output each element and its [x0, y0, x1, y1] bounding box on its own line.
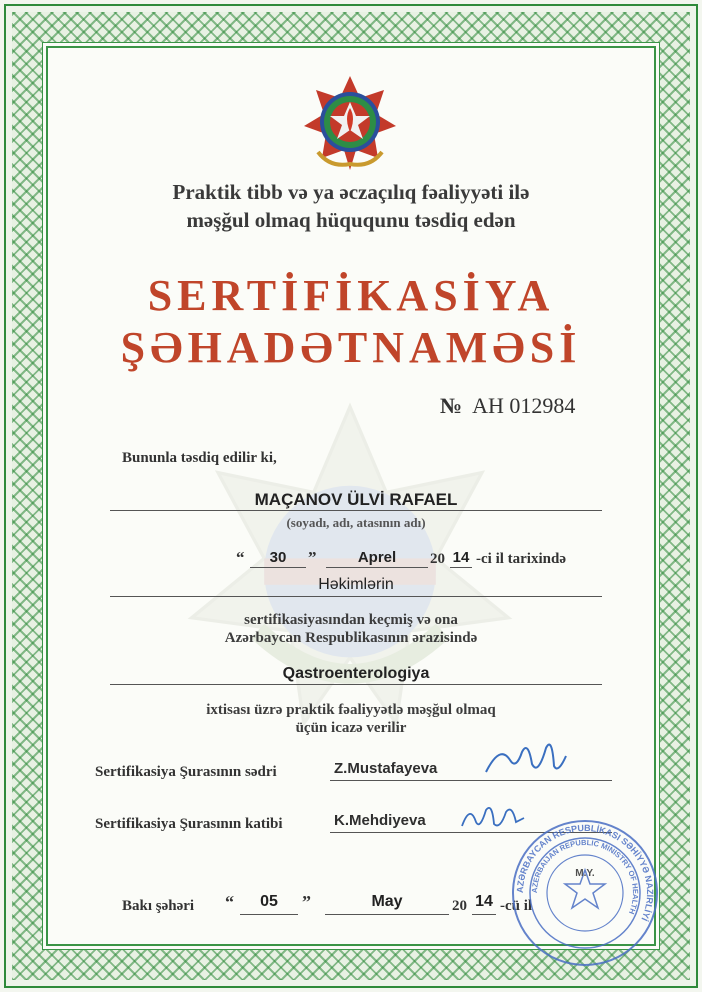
name-caption: (soyadı, adı, atasının adı) — [286, 515, 426, 530]
chair-name: Z.Mustafayeva — [334, 760, 438, 777]
certificate-title-line1: SERTİFİKASİYA — [147, 271, 555, 320]
city-label: Bakı şəhəri — [122, 898, 195, 914]
month-underline — [326, 567, 428, 568]
body-text-line2: Azərbaycan Respublikasının ərazisində — [224, 630, 478, 646]
certificate-number-value: AH 012984 — [472, 393, 576, 418]
stamp-center-text: M.Y. — [575, 868, 595, 879]
chair-signature-icon — [480, 738, 570, 782]
footer-open-quote: “ — [225, 892, 234, 912]
footer-year-underline — [472, 914, 496, 915]
body-text-line1: sertifikasiyasından keçmiş və ona — [244, 612, 458, 628]
footer-close-quote: ” — [302, 892, 311, 912]
org-underline — [110, 596, 602, 597]
footer-year-tail: -cü il — [500, 898, 533, 914]
open-quote: “ — [236, 548, 245, 567]
ministry-stamp-icon — [510, 818, 660, 968]
close-quote: ” — [308, 548, 317, 567]
date-day: 30 — [269, 549, 287, 566]
day-underline — [250, 567, 306, 568]
certificate-subtitle-line2: məşğul olmaq hüququnu təsdiq edən — [186, 208, 516, 232]
stamp-outer-text: AZƏRBAYCAN RESPUBLİKASI SƏHİYYƏ NAZİRLİYİ — [514, 822, 656, 923]
number-sign: № — [440, 393, 463, 418]
date-year-prefix: 20 — [430, 551, 445, 567]
date-month: Aprel — [357, 549, 397, 566]
date-year-suffix: 14 — [452, 549, 470, 566]
certificate-subtitle-line1: Praktik tibb və ya əczaçılıq fəaliyyəti ilə — [172, 180, 530, 204]
secretary-name: K.Mehdiyeva — [334, 812, 426, 829]
organization-name: Həkimlərin — [318, 576, 394, 593]
chair-label: Sertifikasiya Şurasının sədri — [95, 764, 277, 780]
footer-year-prefix: 20 — [452, 898, 467, 914]
specialty-underline — [110, 684, 602, 685]
holder-name: MAÇANOV ÜLVİ RAFAEL — [254, 490, 458, 509]
certificate-title-line2: ŞƏHADƏTNAMƏSİ — [120, 323, 582, 372]
azerbaijan-emblem-icon — [300, 72, 400, 172]
specialty-name: Qastroenterologiya — [282, 665, 430, 682]
body-text-line3: ixtisası üzrə praktik fəaliyyətlə məşğul olmaq — [206, 702, 496, 718]
footer-day-underline — [240, 914, 298, 915]
year-underline — [450, 567, 472, 568]
date-tail: -ci il tarixində — [476, 551, 566, 567]
body-text-line4: üçün icazə verilir — [295, 720, 407, 736]
footer-month: May — [371, 893, 403, 910]
secretary-label: Sertifikasiya Şurasının katibi — [95, 816, 283, 832]
stamp-inner-text: AZERBAIJAN REPUBLIC MINISTRY OF HEALTH — [529, 837, 641, 916]
footer-month-underline — [325, 914, 449, 915]
intro-text: Bununla təsdiq edilir ki, — [122, 450, 277, 466]
certificate-number — [440, 393, 575, 419]
footer-year-suffix: 14 — [475, 893, 493, 910]
name-underline — [110, 510, 602, 511]
footer-day: 05 — [260, 893, 278, 910]
